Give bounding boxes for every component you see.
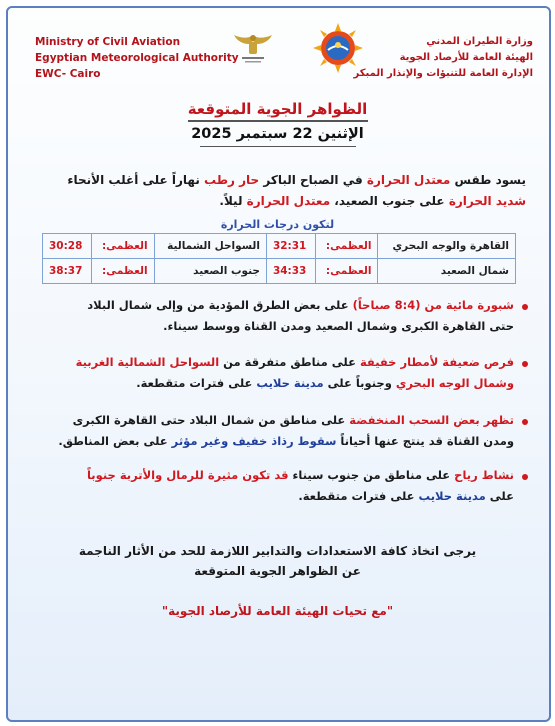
wind-paragraph: نشاط رياح على مناطق من جنوب سيناء قد تكون مثيرة للرمال والأتربة جنوباً على مدينة حلايب على فترات متقطعة. (86, 468, 514, 503)
table-row (43, 234, 516, 259)
center-name-ar: الإدارة العامة للتنبؤات والإنذار المبكر (353, 68, 533, 79)
region-name: جنوب الصعيد (154, 259, 266, 284)
max-label: العظمى: (92, 259, 154, 284)
header-english (35, 34, 239, 82)
center-name-en: EWC- Cairo (35, 68, 101, 80)
closing-greeting: "مع تحيات الهيئة العامة للأرصاد الجوية" (161, 604, 394, 618)
authority-name-en: Egyptian Meteorological Authority (35, 52, 239, 64)
max-label: العظمى: (316, 259, 378, 284)
closing-line-1: يرجى اتخاذ كافة الاستعدادات والتدابير اللازمة للحد من الأثار الناجمة (78, 544, 477, 558)
date-underline (200, 146, 356, 147)
eagle-emblem-icon (232, 29, 274, 69)
ministry-name-ar: وزارة الطيران المدني (426, 36, 533, 47)
title-underline (188, 120, 368, 122)
max-label: العظمى: (316, 234, 378, 259)
max-label: العظمى: (92, 234, 154, 259)
rain-paragraph: فرص ضعيفة لأمطار خفيفة على مناطق متفرقة من السواحل الشمالية الغربية وشمال الوجه البحري وجنوباً على مدينة حلايب على فترات متقطعة. (75, 355, 514, 390)
bulletin-date: الإثنين 22 سبتمبر 2025 (191, 126, 364, 142)
temperature-value: 34:33 (266, 259, 315, 284)
header-arabic (354, 34, 534, 82)
temperature-value: 32:31 (266, 234, 315, 259)
table-row (43, 259, 516, 284)
closing-line-2: عن الظواهر الجوية المتوقعة (194, 564, 361, 578)
bullet-icon (522, 419, 528, 425)
region-name: السواحل الشمالية (154, 234, 266, 259)
temperature-value: 38:37 (43, 259, 92, 284)
authority-name-ar: الهيئة العامة للأرصاد الجوية (399, 52, 533, 63)
bullet-icon (522, 474, 528, 480)
bullet-icon (522, 361, 528, 367)
temperatures-heading: لتكون درجات الحرارة (220, 218, 335, 231)
bulletin-title: الظواهر الجوية المتوقعة (187, 100, 368, 118)
intro-paragraph: يسود طقس معتدل الحرارة في الصباح الباكر حار رطب نهاراً على أغلب الأنحاء شديد الحرارة على جنوب الصعيد، معتدل الحرارة ليلاً. (67, 173, 526, 208)
region-name: القاهرة والوجه البحري (378, 234, 516, 259)
temperatures-table (42, 233, 516, 284)
clouds-paragraph: تظهر بعض السحب المنخفضة على مناطق من شمال البلاد حتى القاهرة الكبرى ومدن القناة قد ينتج عنها أحياناً سقوط رذاذ خفيف وغير مؤثر على بعض المناطق. (58, 413, 514, 448)
temperature-value: 30:28 (43, 234, 92, 259)
fog-paragraph: شبورة مائية من (8:4 صباحاً) على بعض الطرق المؤدية من وإلى شمال البلاد حتى القاهرة الكبرى وشمال الصعيد ومدن القناة ووسط سيناء. (87, 298, 514, 333)
region-name: شمال الصعيد (378, 259, 516, 284)
bullet-icon (522, 304, 528, 310)
ministry-name-en: Ministry of Civil Aviation (35, 36, 181, 48)
